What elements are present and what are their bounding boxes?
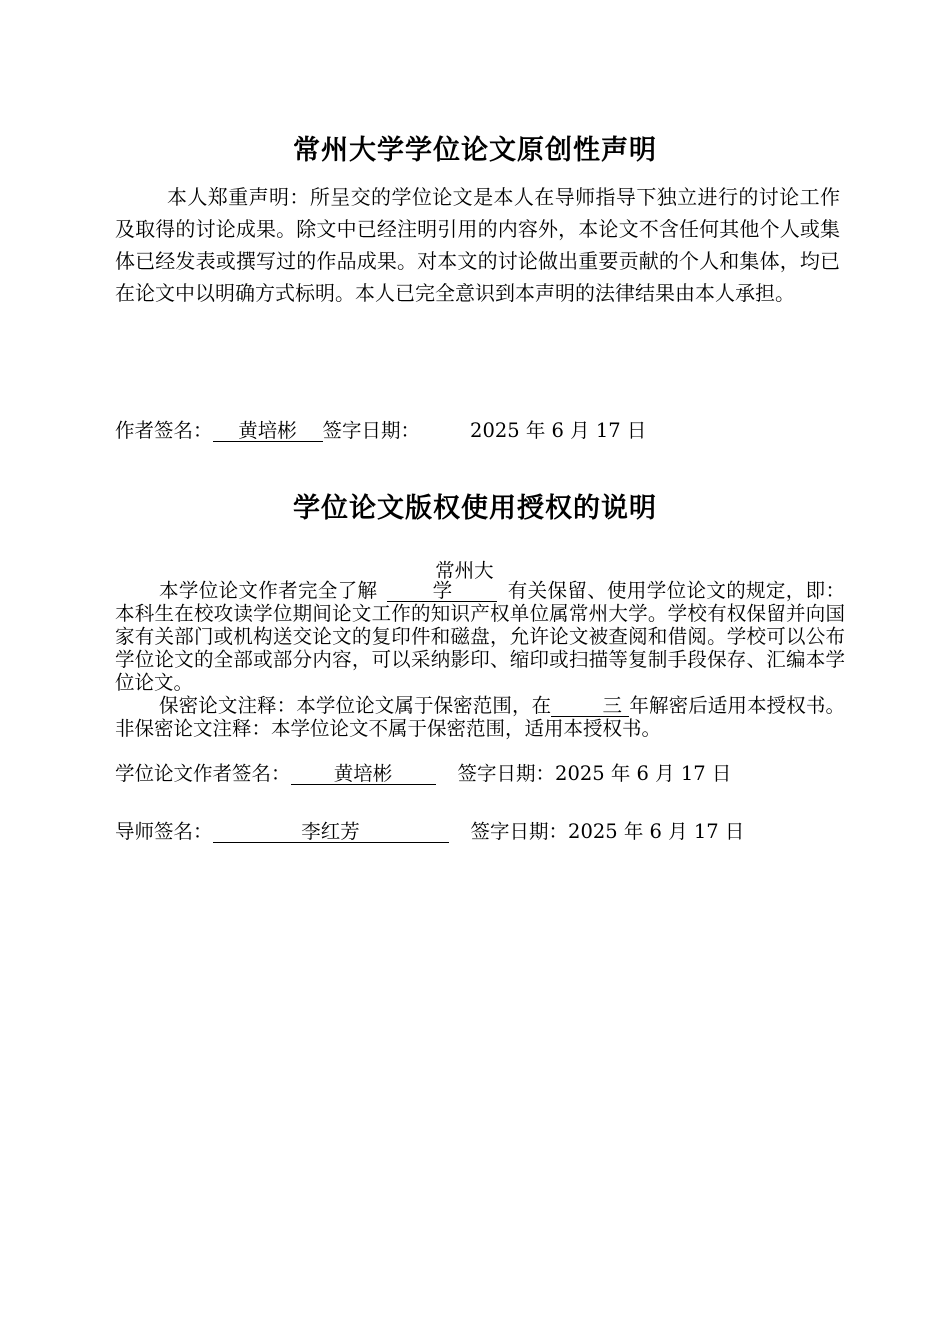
advisor-date-value: 2025 年 6 月 17 日	[568, 820, 745, 843]
author-date-value: 2025 年 6 月 17 日	[555, 762, 732, 785]
signature-date-value: 2025 年 6 月 17 日	[470, 419, 647, 442]
authorization-body	[115, 561, 845, 740]
author-signature-name: 黄培彬	[213, 421, 323, 442]
author-signature-line	[115, 758, 731, 786]
declaration-title: 常州大学学位论文原创性声明	[293, 135, 657, 166]
authorization-paragraph-2: 保密论文注释：本学位论文属于保密范围，在 三 年解密后适用本授权书。非保密论文注释：本学位论文不属于保密范围，适用本授权书。	[115, 694, 845, 740]
advisor-name: 李红芳	[213, 822, 449, 843]
author-signature-label: 作者签名：	[115, 419, 213, 442]
advisor-label: 导师签名：	[115, 820, 213, 843]
declaration-body: 本人郑重声明：所呈交的学位论文是本人在导师指导下独立进行的讨论工作及取得的讨论成果。除文中已经注明引用的内容外，本论文不含任何其他个人或集体已经发表或撰写过的作品成果。对本文的讨论做出重要贡献的个人和集体，均已在论文中以明确方式标明。本人已完全意识到本声明的法律结果由本人承担。	[115, 185, 840, 305]
author-date-label: 签字日期：	[457, 762, 556, 785]
authorization-paragraph-1: 本学位论文作者完全了解常州大学 有关保留、使用学位论文的规定，即：本科生在校攻读学位期间论文工作的知识产权单位属常州大学。学校有权保留并向国家有关部门或机构送交论文的复印件和磁盘，允许论文被查阅和借阅。学校可以公布学位论文的全部或部分内容，可以采纳影印、缩印或扫描等复制手段保存、汇编本学位论文。	[115, 559, 845, 694]
secret-years: 三	[551, 696, 629, 717]
declaration-signature-line	[115, 415, 646, 443]
thesis-author-label: 学位论文作者签名：	[115, 762, 291, 785]
signature-date-label: 签字日期：	[322, 419, 421, 442]
thesis-author-name: 黄培彬	[291, 764, 436, 785]
advisor-date-label: 签字日期：	[470, 820, 569, 843]
advisor-signature-line	[115, 816, 744, 844]
university-name: 常州大学	[387, 561, 497, 602]
authorization-title: 学位论文版权使用授权的说明	[293, 493, 657, 524]
